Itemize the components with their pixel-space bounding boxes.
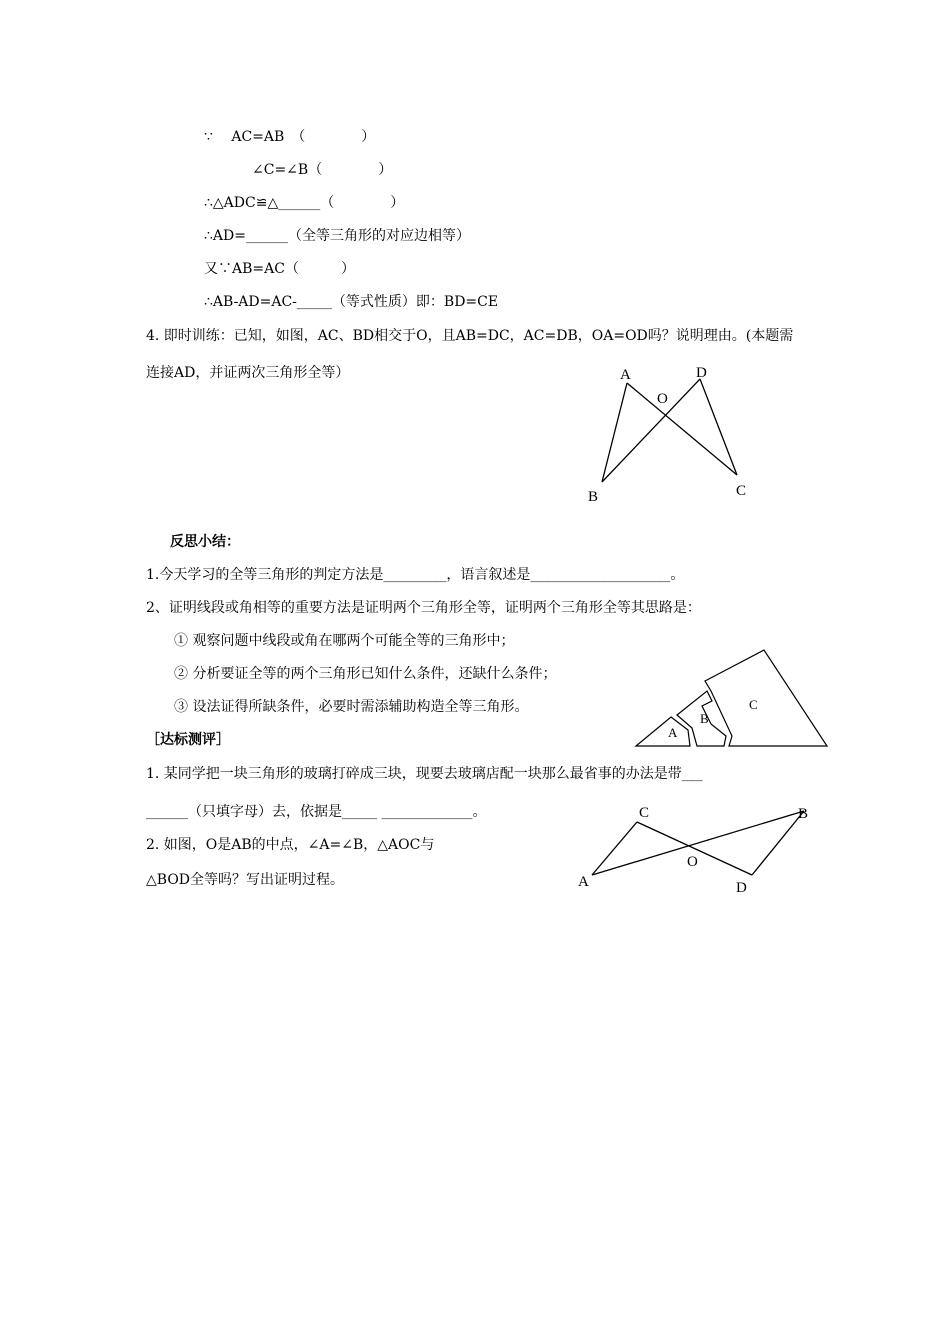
reflection-step-1: ① 观察问题中线段或角在哪两个可能全等的三角形中； <box>174 633 515 649</box>
label-b: B <box>700 711 709 726</box>
label-c: C <box>736 483 747 499</box>
label-a: A <box>620 367 631 383</box>
proof-line-3: ∴△ADC≌△______（ ） <box>204 195 405 211</box>
proof-line-6: ∴AB-AD=AC-_____（等式性质）即：BD=CE <box>204 294 499 310</box>
test-question-2-line-1: 2. 如图，O是AB的中点，∠A=∠B，△AOC与 <box>146 837 435 853</box>
proof-line-1: ∵ AC=AB （ ） <box>204 129 376 145</box>
reflection-step-2: ② 分析要证全等的两个三角形已知什么条件，还缺什么条件； <box>174 666 557 682</box>
label-a: A <box>578 874 589 890</box>
test-question-2-line-2: △BOD全等吗？写出证明过程。 <box>146 872 345 888</box>
label-o: O <box>687 854 698 870</box>
label-b: B <box>798 806 809 822</box>
test-question-1-line-2: ______（只填字母）去，依据是_____ _____________。 <box>146 804 487 820</box>
test-heading: ［达标测评］ <box>146 732 230 748</box>
label-c: C <box>639 805 650 821</box>
midpoint-triangles-figure <box>572 798 812 898</box>
label-o: O <box>657 391 668 407</box>
label-d: D <box>696 365 707 381</box>
proof-line-4: ∴AD=______（全等三角形的对应边相等） <box>204 228 470 244</box>
label-d: D <box>736 880 747 896</box>
crossed-triangles-figure <box>580 362 780 512</box>
proof-line-2: ∠C=∠B（ ） <box>252 162 393 178</box>
label-c: C <box>749 697 758 712</box>
label-a: A <box>668 725 678 740</box>
reflection-item-1: 1.今天学习的全等三角形的判定方法是_________，语言叙述是____________________。 <box>146 567 685 583</box>
reflection-heading: 反思小结： <box>170 534 240 550</box>
proof-line-5: 又∵AB=AC（ ） <box>204 261 355 277</box>
test-question-1-line-1: 1. 某同学把一块三角形的玻璃打碎成三块，现要去玻璃店配一块那么最省事的办法是带___ <box>146 766 703 782</box>
question-4-line-2: 连接AD，并证两次三角形全等） <box>146 365 350 381</box>
reflection-step-3: ③ 设法证得所缺条件，必要时需添辅助构造全等三角形。 <box>174 699 529 715</box>
label-b: B <box>588 489 599 505</box>
reflection-item-2: 2、证明线段或角相等的重要方法是证明两个三角形全等，证明两个三角形全等其思路是： <box>146 600 701 616</box>
broken-glass-figure <box>634 646 834 751</box>
question-4-line-1: 4. 即时训练：已知，如图，AC、BD相交于O，且AB=DC，AC=DB，OA=OD吗？说明理由。(本题需 <box>146 328 794 344</box>
